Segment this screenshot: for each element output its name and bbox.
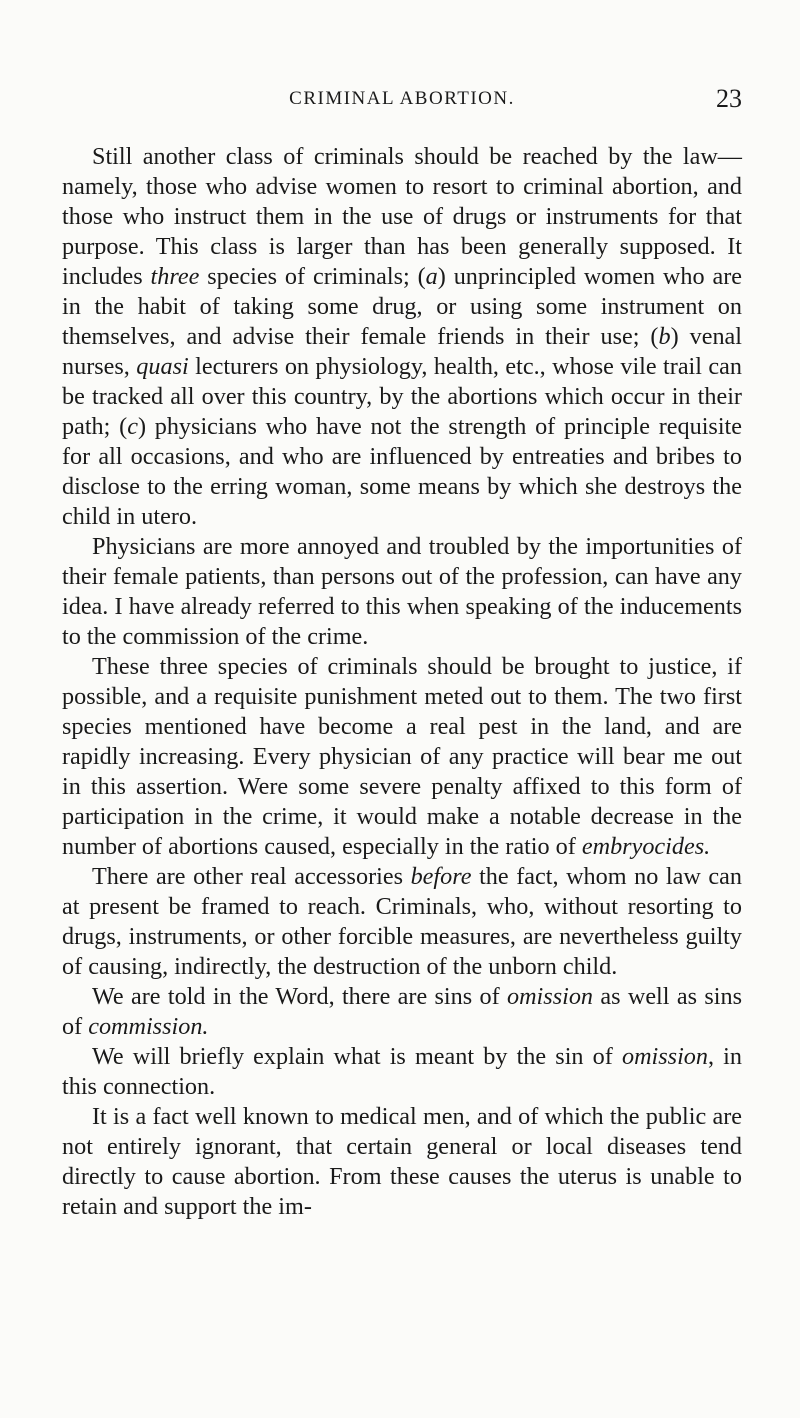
text-segment: lecturers on physiology, health, etc., whose vile trail can be tracked all over this country, by the abortions which occur in their path; ( bbox=[62, 353, 742, 440]
text-segment: , in this connection. bbox=[62, 1043, 742, 1100]
italic-text: before bbox=[410, 863, 472, 890]
text-segment: We are told in the Word, there are sins of bbox=[92, 983, 507, 1010]
paragraph bbox=[62, 982, 742, 1042]
text-segment: There are other real accessories bbox=[92, 863, 411, 890]
text-segment: These three species of criminals should be brought to justice, if possible, and a requisite punishment meted out to them. The two first species mentioned have become a real pest in the land, and are rapidly increasing. Every physician of any practice will bear me out in this assertion. Were some severe penalty affixed to this form of participation in the crime, it would make a notable decrease in the number of abortions caused, especially in the ratio of bbox=[62, 653, 742, 860]
text-segment: species of criminals; ( bbox=[199, 263, 426, 290]
text-segment: We will briefly explain what is meant by the sin of bbox=[92, 1043, 622, 1070]
paragraph bbox=[62, 532, 742, 652]
paragraph bbox=[62, 862, 742, 982]
book-page bbox=[62, 84, 742, 1222]
text-segment: ) physicians who have not the strength of principle requisite for all occasions, and who are influenced by entreaties and bribes to disclose to the erring woman, some means by which she destroys the child in utero. bbox=[62, 413, 743, 530]
page-header bbox=[62, 84, 742, 114]
italic-text: omission bbox=[507, 983, 594, 1010]
body-text bbox=[62, 142, 742, 1222]
italic-text: commission. bbox=[88, 1013, 209, 1040]
running-title: CRIMINAL ABORTION. bbox=[289, 88, 515, 109]
text-segment: It is a fact well known to medical men, and of which the public are not entirely ignorant, that certain general or local diseases tend directly to cause abortion. From these causes the uterus is unable to retain and support the im- bbox=[62, 1103, 742, 1220]
text-segment: the fact, whom no law can at present be framed to reach. Criminals, who, without resorting to drugs, instruments, or other forcible measures, are nevertheless guilty of causing, indirectly, the destruction of the unborn child. bbox=[62, 863, 742, 980]
text-segment: ) unprincipled women who are in the habit of taking some drug, or using some instrument on themselves, and advise their female friends in their use; ( bbox=[62, 263, 742, 350]
italic-text: quasi bbox=[136, 353, 189, 380]
italic-text: three bbox=[150, 263, 200, 290]
text-segment: Still another class of criminals should be reached by the law—namely, those who advise women to resort to criminal abortion, and those who instruct them in the use of drugs or instruments for that purpose. This class is larger than has been generally supposed. It includes bbox=[62, 143, 742, 290]
italic-text: a bbox=[425, 263, 438, 290]
italic-text: c bbox=[127, 413, 138, 440]
italic-text: embryocides. bbox=[581, 833, 711, 860]
page-number: 23 bbox=[716, 84, 742, 113]
text-segment: ) venal nurses, bbox=[62, 323, 742, 380]
text-segment: as well as sins of bbox=[62, 983, 742, 1040]
paragraph bbox=[62, 142, 742, 532]
italic-text: omission bbox=[621, 1043, 708, 1070]
paragraph bbox=[62, 1102, 742, 1222]
paragraph bbox=[62, 1042, 742, 1102]
italic-text: b bbox=[658, 323, 671, 350]
text-segment: Physicians are more annoyed and troubled by the importunities of their female patients, than persons out of the profession, can have any idea. I have already referred to this when speaking of the inducements to the commission of the crime. bbox=[62, 533, 742, 650]
paragraph bbox=[62, 652, 742, 862]
